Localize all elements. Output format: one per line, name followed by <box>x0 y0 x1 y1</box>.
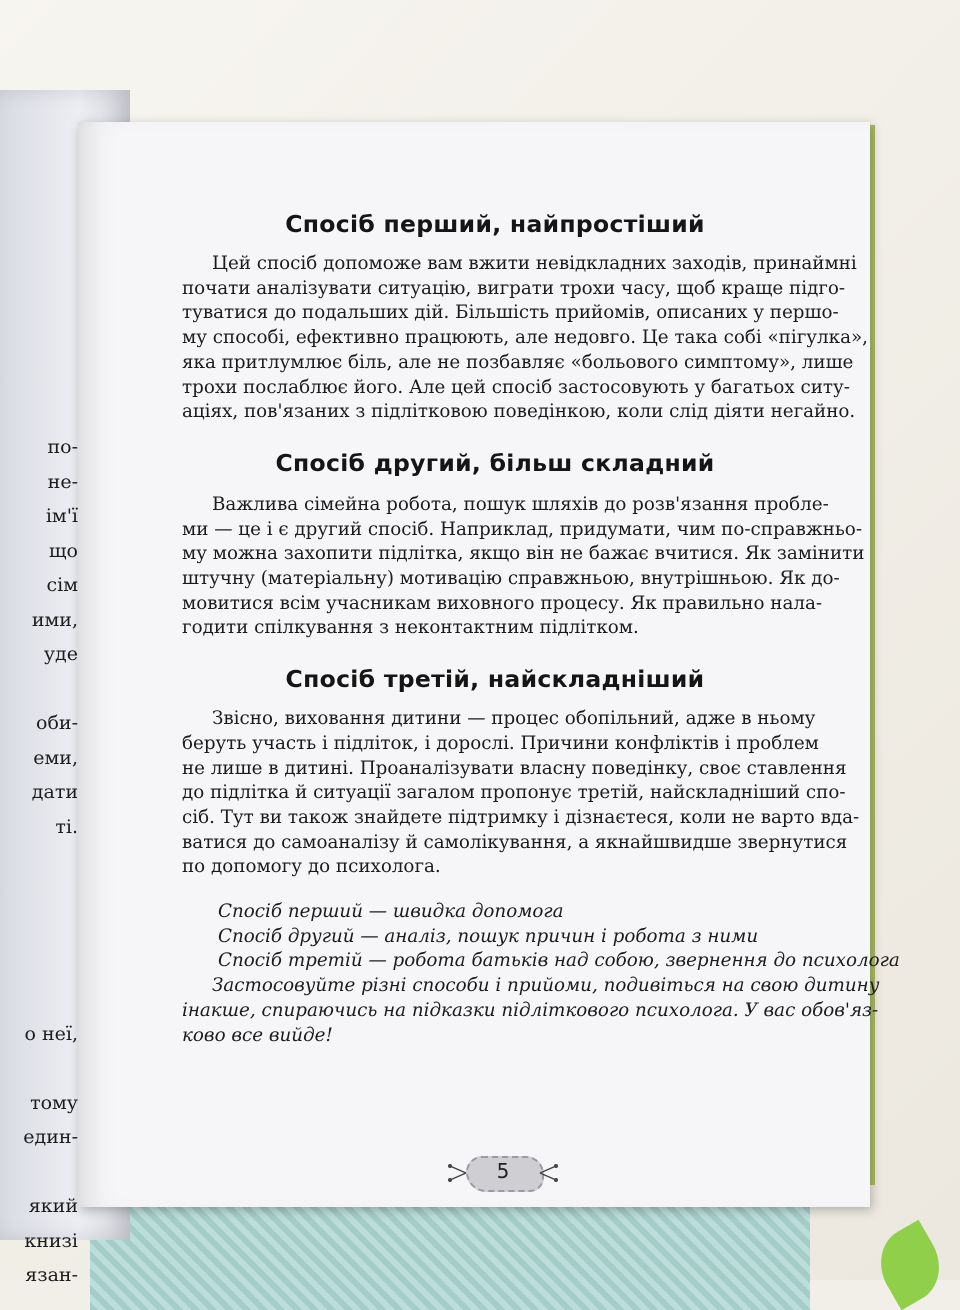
summary-item: Спосіб третій — робота батьків над собою, звернення до психолога <box>218 950 900 972</box>
left-page-fragment <box>0 913 78 948</box>
left-page-fragment <box>0 948 78 983</box>
text-line: му способі, ефективно працюють, але недовго. Це така собі «пігулка», <box>182 327 868 349</box>
text-line: ватися до самоаналізу й самолікування, а якнайшвидше звернутися <box>182 831 848 853</box>
left-page-fragment: книзі <box>24 1229 78 1252</box>
text-line: беруть участь і підліток, і дорослі. Причини конфліктів і проблем <box>182 732 819 754</box>
left-page-fragment: ім'ї <box>45 505 78 527</box>
left-page-fragment: який <box>28 1195 78 1217</box>
text-line: Застосовуйте різні способи і прийоми, подивіться на свою дитину <box>212 975 880 997</box>
left-page-fragment: що <box>48 539 78 562</box>
text-line: годити спілкування з неконтактним підлітком. <box>182 617 639 639</box>
text-line: му можна захопити підлітка, якщо він не бажає вчитися. Як замінити <box>182 543 865 565</box>
left-page-fragment <box>0 844 78 879</box>
stitch-right-icon <box>538 1162 558 1184</box>
section-third <box>182 665 860 880</box>
left-page-fragment: не- <box>47 470 78 493</box>
text-line: Важлива сімейна робота, пошук шляхів до розв'язання пробле- <box>212 493 829 515</box>
left-page-fragment <box>0 879 78 914</box>
section-second <box>182 448 865 641</box>
text-line: туватися до подальших дій. Більшість прийомів, описаних у першо- <box>182 302 839 324</box>
right-page <box>78 122 900 1207</box>
text-line: штучну (матеріальну) мотивацію справжньою, внутрішньою. Як до- <box>182 568 840 590</box>
summary-block <box>182 900 900 1048</box>
left-page-fragment: сім <box>46 574 78 596</box>
left-page-fragment: дати <box>31 781 78 803</box>
text-line: Цей спосіб допоможе вам вжити невідкладних заходів, принаймні <box>212 253 857 274</box>
text-line: ково все вийде! <box>182 1024 333 1046</box>
text-line: мовитися всім учасникам виховного процесу. Як правильно нала- <box>182 592 823 614</box>
text-line: Звісно, виховання дитини — процес обопільний, адже в ньому <box>212 708 816 730</box>
section-heading: Спосіб третій, найскладніший <box>285 665 705 694</box>
left-page-fragment <box>0 982 78 1017</box>
text-line: до підлітка й ситуації загалом пропонує третій, найскладніший спо- <box>182 782 846 804</box>
left-page-fragment: ті. <box>55 815 78 838</box>
left-page-fragment: язан- <box>25 1264 78 1286</box>
page-content <box>182 210 900 1048</box>
text-line: трохи послаблює його. Але цей спосіб застосовують у багатьох ситу- <box>182 376 850 398</box>
text-line: яка притлумлює біль, але не позбавляє «больового симптому», лише <box>182 351 854 373</box>
text-line: інакше, спираючись на підказки підліткового психолога. У вас обов'яз- <box>182 999 879 1021</box>
left-page-fragment: ими, <box>31 608 78 631</box>
summary-item: Спосіб перший — швидка допомога <box>218 901 564 923</box>
left-page-fragment: по- <box>47 436 78 458</box>
text-line: почати аналізувати ситуацію, виграти трохи часу, щоб краще підго- <box>182 277 846 299</box>
text-line: по допомогу до психолога. <box>182 856 441 878</box>
left-page-fragment: уде <box>43 643 78 665</box>
fabric-under-book <box>90 1190 810 1310</box>
section-first <box>182 210 868 425</box>
left-page-fragment: един- <box>23 1126 78 1148</box>
left-page-fragment: тому <box>30 1091 78 1114</box>
text-line: не лише в дитині. Проаналізувати власну поведінку, своє ставлення <box>182 757 847 779</box>
section-paragraph <box>182 707 860 880</box>
advice-paragraph <box>182 974 880 1048</box>
section-heading: Спосіб другий, більш складний <box>275 448 715 477</box>
section-heading: Спосіб перший, найпростіший <box>285 210 705 238</box>
left-page-fragment: оби- <box>36 712 78 734</box>
summary-item: Спосіб другий — аналіз, пошук причин і робота з ними <box>218 925 759 947</box>
left-page-fragment <box>0 1051 78 1086</box>
page-number: 5 <box>496 1159 510 1183</box>
section-paragraph <box>182 493 865 641</box>
left-page-fragment: еми, <box>33 746 78 769</box>
text-line: аціях, пов'язаних з підлітковою поведінкою, коли слід діяти негайно. <box>182 401 856 423</box>
left-page-fragment <box>0 672 78 707</box>
section-paragraph <box>182 252 868 425</box>
left-page-fragment: о неї, <box>24 1022 78 1045</box>
left-page-fragment <box>0 1155 78 1190</box>
text-line: ми — це і є другий спосіб. Наприклад, придумати, чим по-справжньо- <box>182 518 862 540</box>
page-number-badge <box>448 1152 558 1192</box>
left-page-fragments <box>0 430 78 1293</box>
text-line: сіб. Тут ви також знайдете підтримку і дізнаєтеся, коли не варто вда- <box>182 806 860 828</box>
